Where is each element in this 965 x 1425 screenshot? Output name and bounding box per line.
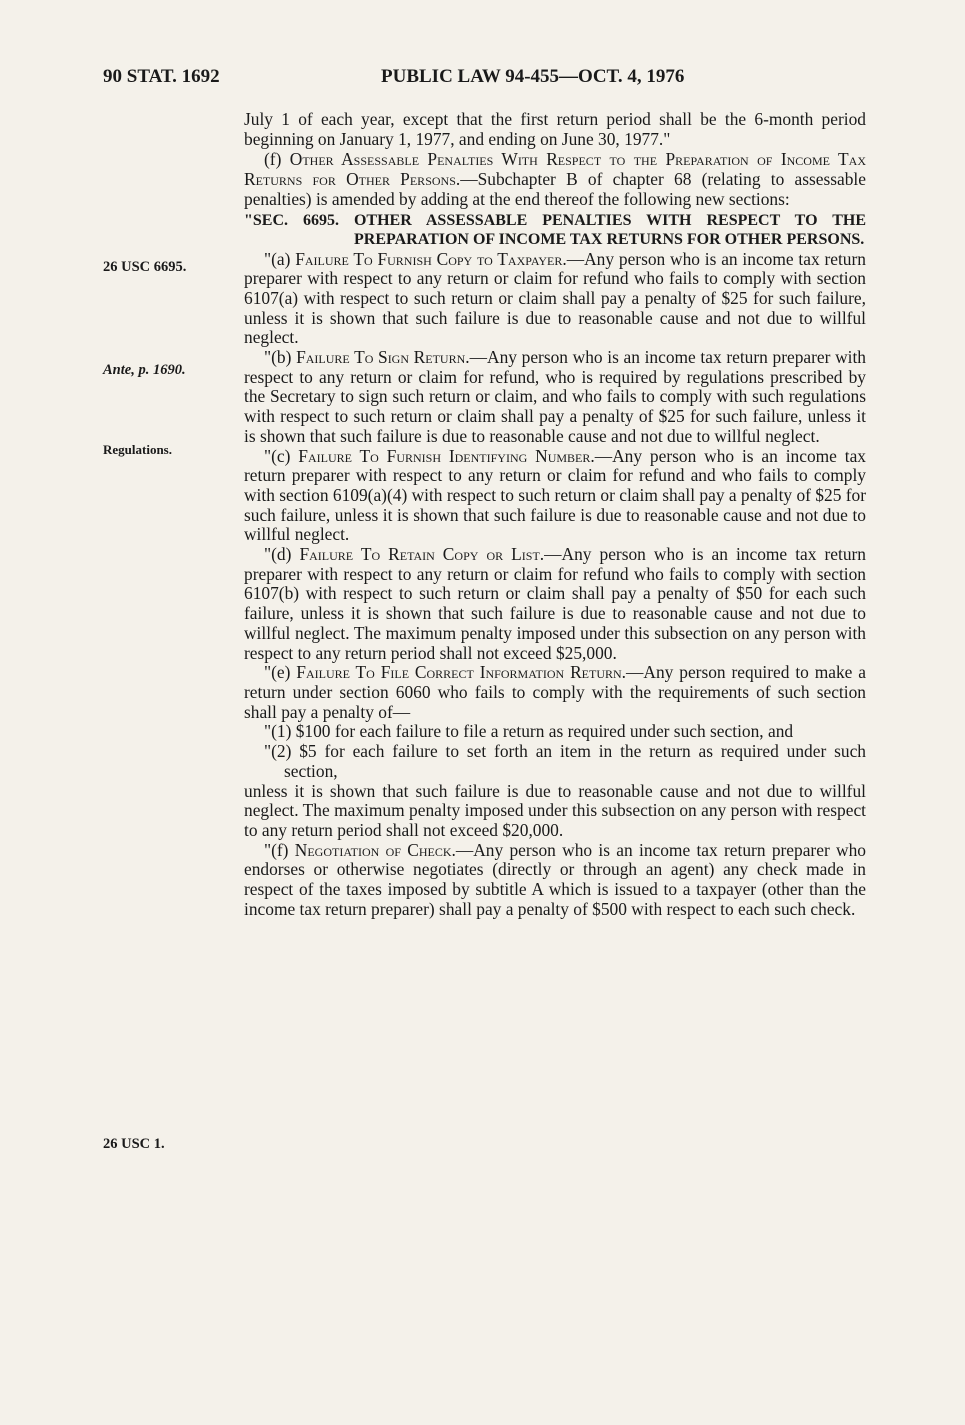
- paragraph-e-heading: Failure To File Correct Information Return.: [296, 662, 627, 683]
- subsection-f-text: —Subchapter B of chapter 68 (relating to assessable penalties) is amended by adding at the end thereof the following new sections:: [244, 169, 866, 209]
- paragraph-c-heading: Failure To Furnish Identifying Number.: [298, 445, 595, 466]
- paragraph-f: [244, 841, 866, 920]
- paragraph-f-heading: Negotiation of Check.: [294, 839, 456, 860]
- paragraph-a: [244, 250, 866, 349]
- paragraph-c: [244, 447, 866, 546]
- paragraph-d-text: —Any person who is an income tax return preparer with respect to any return or claim for refund who fails to comply with section 6107(b) with respect to such return or claim shall pay a penalty of $50 for each such failure, unless it is shown that such failure is due to reasonable cause and not due to willful neglect. The maximum penalty imposed under this subsection on any person with respect to any return period shall not exceed $25,000.: [244, 544, 866, 663]
- law-title: PUBLIC LAW 94-455—OCT. 4, 1976: [381, 66, 685, 87]
- margin-note-ante: Ante, p. 1690.: [103, 362, 186, 378]
- subsection-f-heading: Other Assessable Penalties With Respect to the Preparation of Income Tax Returns for Other Persons.: [244, 149, 866, 190]
- paragraph-b: [244, 348, 866, 447]
- paragraph-a-heading: Failure To Furnish Copy to Taxpayer.: [295, 248, 567, 269]
- paragraph-b-heading: Failure To Sign Return.: [296, 347, 470, 368]
- subsection-f-label: (f): [264, 149, 282, 170]
- intro-paragraph: July 1 of each year, except that the first return period shall be the 6-month period beginning on January 1, 1977, and ending on June 30, 1977.": [244, 109, 866, 149]
- paragraph-a-text: —Any person who is an income tax return preparer with respect to any return or claim for refund who fails to comply with section 6107(a) with respect to such return or claim shall pay a penalty of $25 for such failure, unless it is shown that such failure is due to reasonable cause and not due to willful neglect.: [244, 248, 866, 348]
- paragraph-b-text: —Any person who is an income tax return preparer with respect to any return or claim for refund, who is required by regulations prescribed by the Secretary to sign such return or claim, and who fails to comply with such regulations with respect to such return or claim shall pay a penalty of $25 for such failure, unless it is shown that such failure is due to reasonable cause and not due to willful neglect.: [244, 347, 867, 446]
- margin-note-regulations: Regulations.: [103, 442, 172, 457]
- page-number: 90 STAT. 1692: [103, 66, 220, 87]
- paragraph-e-1: "(1) $100 for each failure to file a return as required under such section, and: [264, 721, 794, 742]
- paragraph-e-text: —Any person required to make a return under section 6060 who fails to comply with the requirements of such section shall pay a penalty of—: [244, 662, 866, 722]
- paragraph-f-text: —Any person who is an income tax return preparer who endorses or otherwise negotiates (directly or through an agent) any check made in respect of the taxes imposed by subtitle A which is issued to a taxpayer (other than the income tax return preparer) shall pay a penalty of $500 with respect to each such check.: [244, 839, 866, 919]
- paragraph-e-2: "(2) $5 for each failure to set forth an item in the return as required under such section,: [264, 741, 866, 781]
- margin-note-usc-1: 26 USC 1.: [103, 1136, 165, 1152]
- subsection-f-paragraph: [244, 150, 866, 209]
- paragraph-c-label: "(c): [264, 445, 291, 466]
- page-header: [103, 66, 873, 90]
- paragraph-e: [244, 663, 866, 722]
- paragraph-a-label: "(a): [264, 248, 291, 269]
- paragraph-f-label: "(f): [264, 839, 289, 860]
- margin-note-usc-6695: 26 USC 6695.: [103, 259, 187, 275]
- main-text: [244, 110, 866, 919]
- paragraph-e-tail: unless it is shown that such failure is due to reasonable cause and not due to willful neglect. The maximum penalty imposed under this subsection on any person with respect to any return period shall not exceed $20,000.: [244, 780, 866, 840]
- section-6695-heading: "SEC. 6695. OTHER ASSESSABLE PENALTIES WITH RESPECT TO THE PREPARATION OF INCOME TAX RETURNS FOR OTHER PERSONS.: [244, 211, 866, 249]
- paragraph-d-heading: Failure To Retain Copy or List.: [299, 544, 545, 565]
- paragraph-d: [244, 545, 866, 663]
- paragraph-e-label: "(e): [264, 662, 291, 683]
- paragraph-c-text: —Any person who is an income tax return preparer with respect to any return or claim for refund and who fails to comply with section 6109(a)(4) with respect to such return or claim shall pay a penalty of $25 for such failure, unless it is shown that such failure is due to reasonable cause and not due to willful neglect.: [244, 445, 867, 545]
- paragraph-d-label: "(d): [264, 544, 292, 565]
- paragraph-b-label: "(b): [264, 347, 292, 368]
